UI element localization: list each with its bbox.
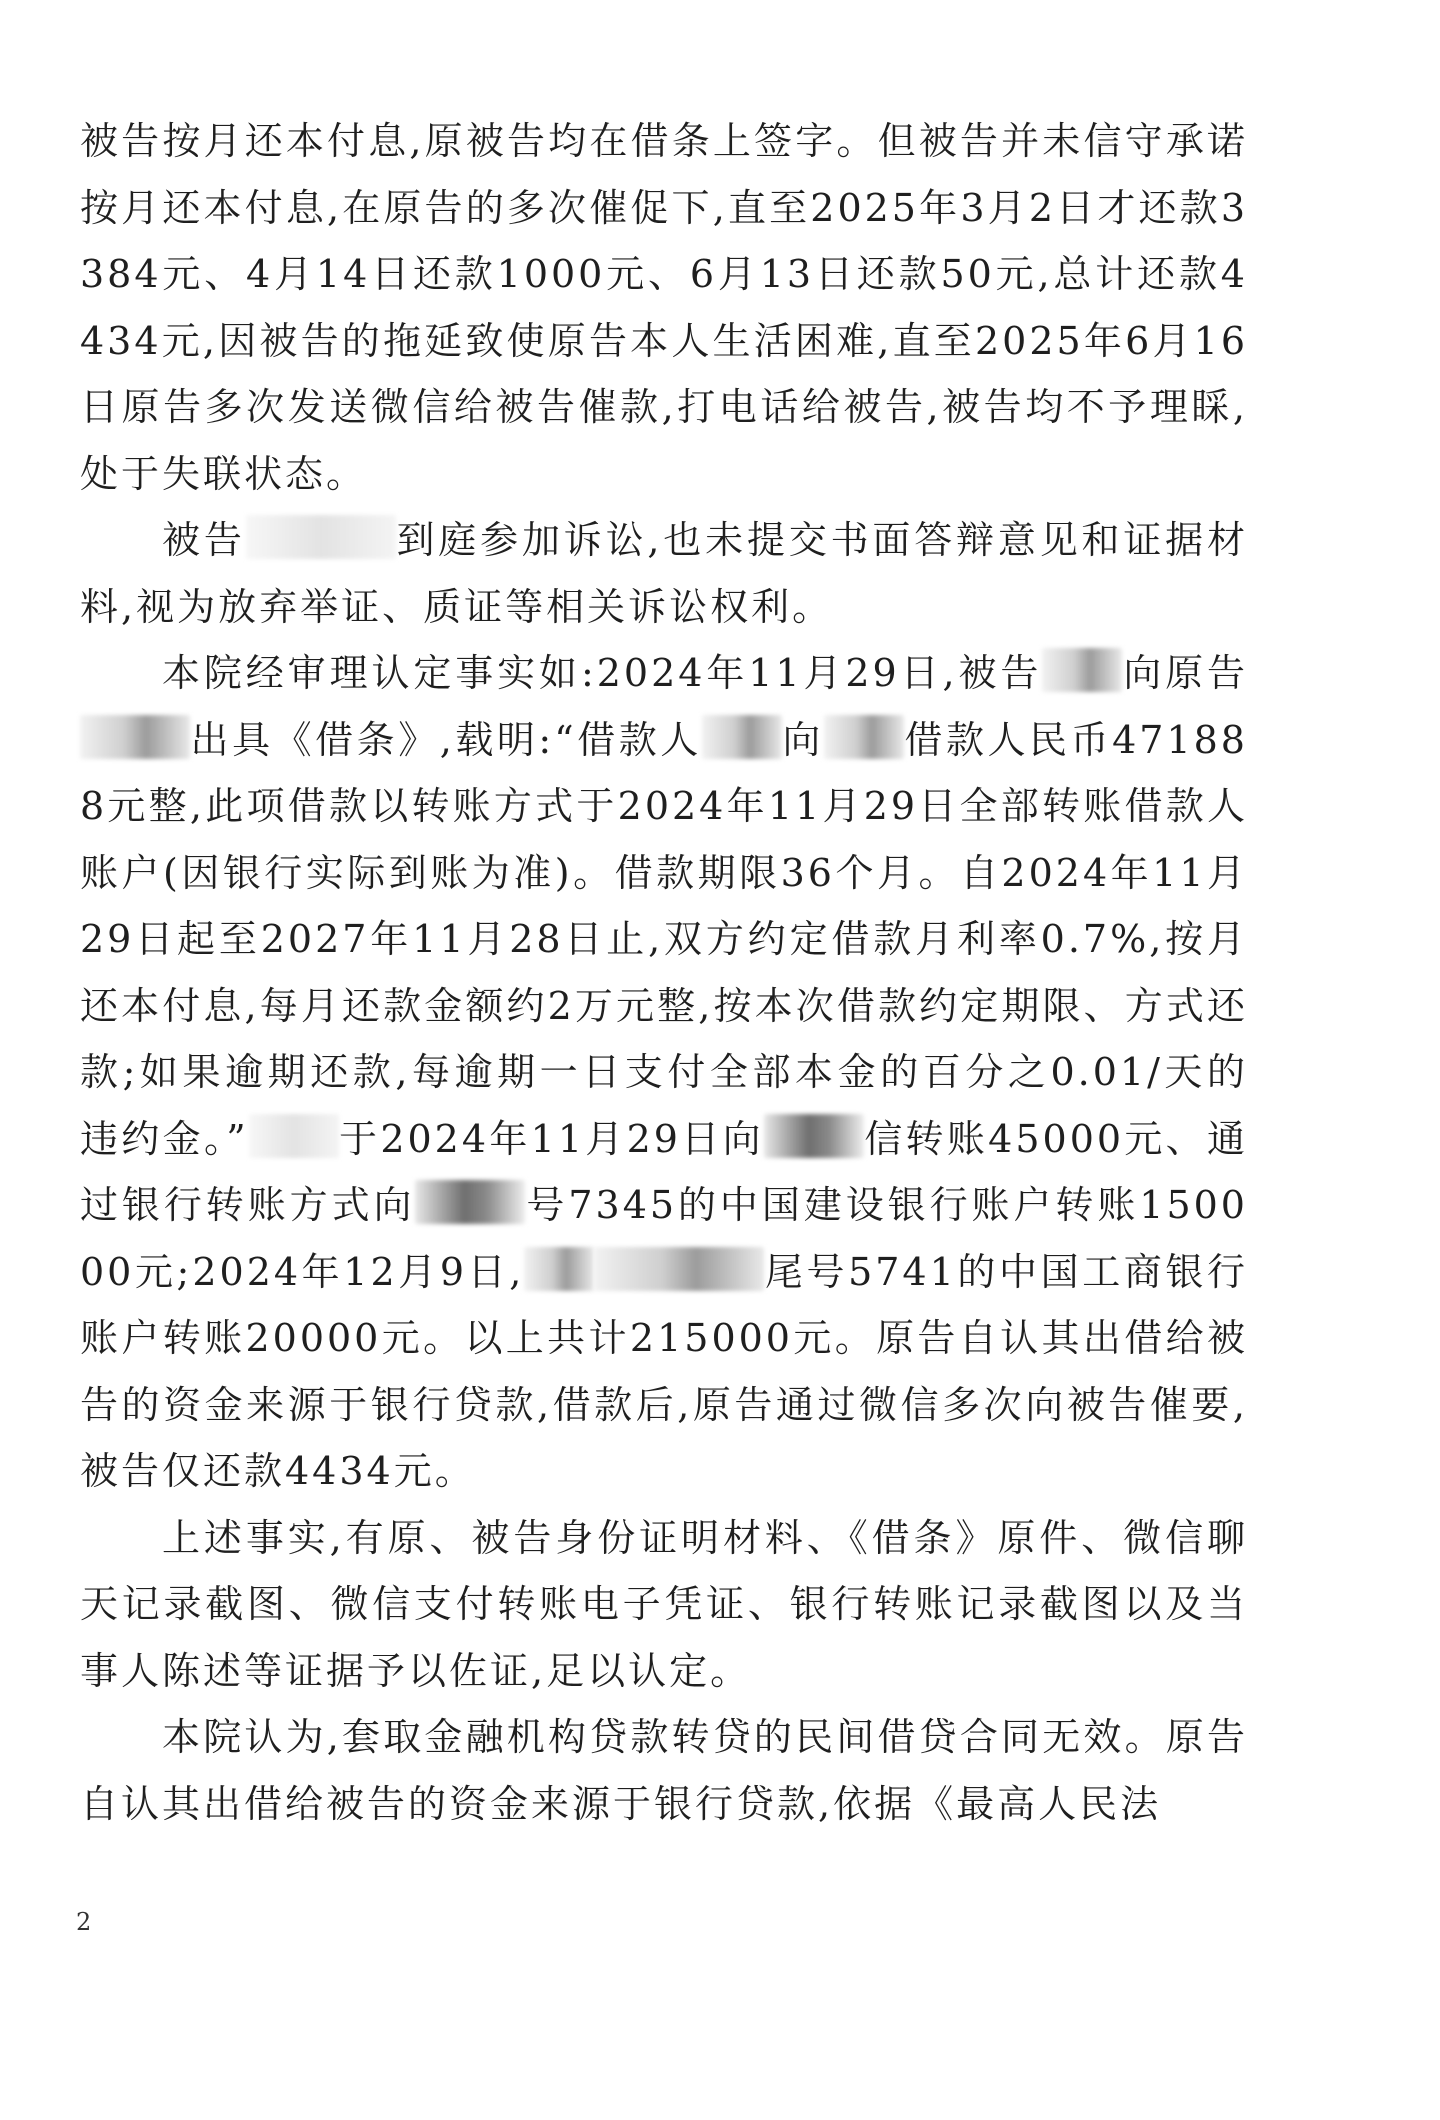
paragraph-text: 本院经审理认定事实如:2024年11月29日,被告 <box>162 651 1043 695</box>
paragraph-text: 上述事实,有原、被告身份证明材料、《借条》原件、微信聊天记录截图、微信支付转账电子凭证、银行转账记录截图以及当事人陈述等证据予以佐证,足以认定。 <box>80 1515 1248 1693</box>
paragraph-text: 信转账45000元、通过银行转账方式向 <box>80 1116 1248 1227</box>
paragraph-text: 借款人民币471888元整,此项借款以转账方式于2024年11月29日全部转账借款人账户(因银行实际到账为准)。借款期限36个月。自2024年11月29日起至2027年11月28日止,双方约定借款月利率0.7%,按月还本付息,每月还款金额约2万元整,按本次借款约定期限、方式还款;如果逾期还款,每逾期一日支付全部本金的百分之0.01/天的违约金。” <box>80 717 1248 1161</box>
paragraph-text: 被告 <box>162 518 246 562</box>
paragraph-text: 向原告 <box>1122 651 1248 695</box>
paragraph <box>80 640 1248 1505</box>
paragraph <box>80 108 1248 507</box>
redaction-blur <box>246 515 396 559</box>
redaction-blur <box>1042 648 1122 692</box>
page-number: 2 <box>76 1908 92 1936</box>
document-body <box>80 108 1248 1837</box>
redaction-blur <box>524 1247 594 1291</box>
redaction-blur <box>80 715 190 759</box>
paragraph <box>80 1505 1248 1705</box>
redaction-blur <box>764 1114 864 1158</box>
paragraph-text: 号7345的中国建设银行账户转账150000元;2024年12月9日, <box>80 1183 1248 1294</box>
paragraph-text: 于2024年11月29日向 <box>338 1116 764 1161</box>
paragraph-text: 到庭参加诉讼,也未提交书面答辩意见和证据材料,视为放弃举证、质证等相关诉讼权利。 <box>80 518 1248 629</box>
paragraph <box>80 507 1248 640</box>
paragraph <box>80 1704 1248 1837</box>
redaction-blur <box>702 715 782 759</box>
paragraph-text: 被告按月还本付息,原被告均在借条上签字。但被告并未信守承诺按月还本付息,在原告的多次催促下,直至2025年3月2日才还款3384元、4月14日还款1000元、6月13日还款50元,总计还款4434元,因被告的拖延致使原告本人生活困难,直至2025年6月16日原告多次发送微信给被告催款,打电话给被告,被告均不予理睬,处于失联状态。 <box>80 119 1248 496</box>
paragraph-text: 本院认为,套取金融机构贷款转贷的民间借贷合同无效。原告自认其出借给被告的资金来源于银行贷款,依据《最高人民法 <box>80 1715 1248 1826</box>
redaction-blur <box>249 1114 339 1158</box>
redaction-blur <box>824 715 904 759</box>
paragraph-text: 向 <box>781 717 824 762</box>
paragraph-text: 出具《借条》,载明:“借款人 <box>190 717 702 762</box>
redaction-blur <box>594 1247 764 1291</box>
redaction-blur <box>415 1180 525 1224</box>
paragraph-text: 尾号5741的中国工商银行账户转账20000元。以上共计215000元。原告自认其出借给被告的资金来源于银行贷款,借款后,原告通过微信多次向被告催要,被告仅还款4434元。 <box>80 1249 1248 1493</box>
